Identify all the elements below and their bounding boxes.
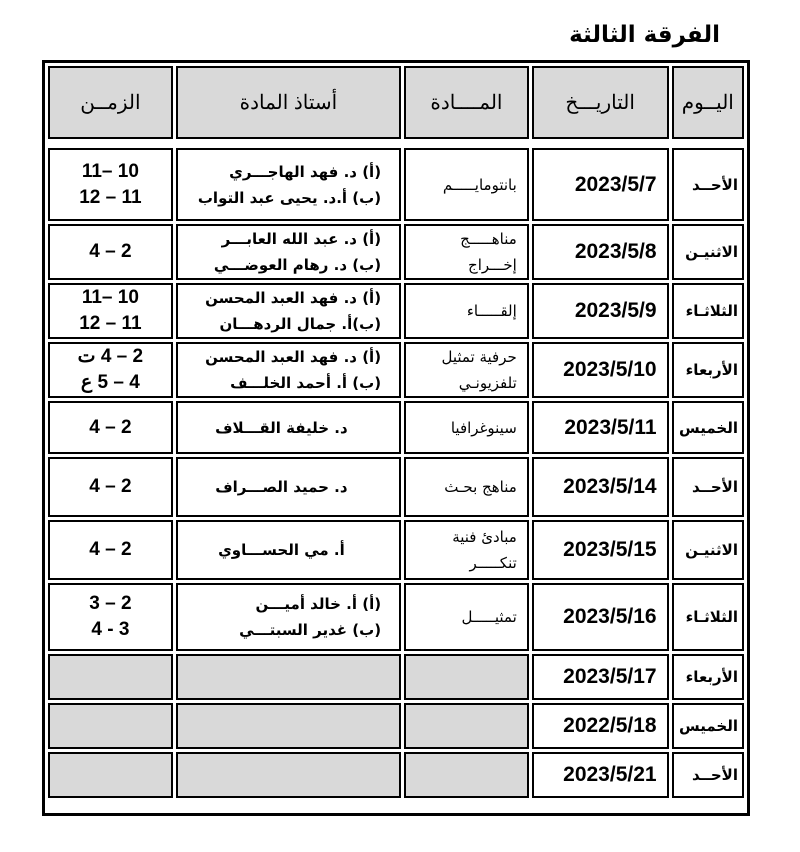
blank-cell	[176, 654, 401, 700]
time-cell	[48, 148, 173, 221]
subject-line: تمثيـــــل	[461, 608, 517, 626]
subject-cell	[404, 401, 529, 454]
day-cell: الأربعاء	[672, 342, 744, 398]
time-cell	[48, 457, 173, 517]
date-cell: 2023/5/21	[532, 752, 669, 798]
time-cell	[48, 224, 173, 280]
teacher-cell	[176, 583, 401, 651]
subject-line: بانتومايـــــم	[442, 175, 517, 194]
time-line: 10 –11	[81, 160, 139, 182]
subject-line: مبادئ فنية	[452, 528, 517, 546]
blank-cell	[176, 752, 401, 798]
teacher-line: أ. مي الحســـاوي	[218, 541, 345, 559]
blank-cell	[176, 703, 401, 749]
day-cell: الأحــد	[672, 752, 744, 798]
date-cell: 2023/5/9	[532, 283, 669, 339]
date-cell: 2023/5/7	[532, 148, 669, 221]
date-cell: 2023/5/8	[532, 224, 669, 280]
teacher-cell	[176, 224, 401, 280]
teacher-cell	[176, 457, 401, 517]
day-cell: الخميس	[672, 703, 744, 749]
teacher-line: (ب) غدير السبتـــي	[239, 621, 382, 639]
teacher-cell	[176, 283, 401, 339]
time-line: 2 – 4	[89, 476, 132, 497]
blank-cell	[404, 654, 529, 700]
schedule-body	[48, 142, 744, 798]
day-cell: الاثنيـن	[672, 224, 744, 280]
header-subject: المــــادة	[404, 66, 529, 139]
table-row	[48, 457, 744, 517]
time-cell	[48, 283, 173, 339]
time-cell	[48, 583, 173, 651]
teacher-line: (ب)أ. جمال الردهـــان	[219, 315, 382, 333]
teacher-line: (أ) د. فهد الهاجـــري	[229, 162, 382, 181]
time-line: 4 – 5 ع	[80, 372, 140, 393]
subject-cell	[404, 520, 529, 580]
teacher-cell	[176, 148, 401, 221]
date-cell: 2023/5/16	[532, 583, 669, 651]
time-line: 2 – 4	[89, 416, 132, 438]
time-line: 3 - 4	[91, 619, 130, 640]
header-gap	[48, 142, 744, 145]
schedule-table	[45, 63, 747, 801]
subject-line: إلقـــــاء	[466, 302, 517, 320]
table-row	[48, 148, 744, 221]
blank-cell	[48, 654, 173, 700]
table-row	[48, 520, 744, 580]
day-cell: الثلاثـاء	[672, 283, 744, 339]
date-cell: 2023/5/17	[532, 654, 669, 700]
teacher-line: د. خليفة القـــلاف	[215, 418, 348, 437]
day-cell: الأحــد	[672, 148, 744, 221]
time-cell	[48, 342, 173, 398]
subject-cell	[404, 283, 529, 339]
teacher-line: (أ) د. فهد العبد المحسن	[205, 348, 382, 366]
time-cell	[48, 520, 173, 580]
header-day: اليــوم	[672, 66, 744, 139]
teacher-line: (ب) أ. أحمد الخلـــف	[230, 374, 382, 392]
date-cell: 2023/5/15	[532, 520, 669, 580]
header-time: الزمــن	[48, 66, 173, 139]
subject-line: تلفزيونـي	[458, 374, 517, 392]
subject-cell	[404, 583, 529, 651]
teacher-cell	[176, 520, 401, 580]
time-cell	[48, 401, 173, 454]
day-cell: الثلاثـاء	[672, 583, 744, 651]
table-row	[48, 224, 744, 280]
day-cell: الاثنيـن	[672, 520, 744, 580]
teacher-cell	[176, 342, 401, 398]
teacher-line: (ب) أ.د. يحيى عبد التواب	[197, 188, 382, 207]
page-title: الفرقة الثالثة	[569, 22, 720, 48]
teacher-line: د. حميد الصـــراف	[215, 478, 348, 496]
time-line: 2 – 4	[89, 539, 132, 560]
time-line: 11 – 12	[79, 313, 142, 334]
table-row-empty	[48, 654, 744, 700]
teacher-line: (أ) أ. خالد أميـــن	[255, 595, 382, 613]
table-row	[48, 401, 744, 454]
teacher-cell	[176, 401, 401, 454]
subject-cell	[404, 224, 529, 280]
date-cell: 2023/5/11	[532, 401, 669, 454]
subject-line: مناهـــــج	[460, 230, 517, 248]
teacher-line: (أ) د. عبد الله العابـــر	[221, 230, 382, 248]
table-row	[48, 342, 744, 398]
table-row	[48, 283, 744, 339]
blank-cell	[404, 752, 529, 798]
subject-cell	[404, 148, 529, 221]
teacher-line: (أ) د. فهد العبد المحسن	[205, 289, 382, 307]
subject-line: مناهج بحـث	[444, 478, 517, 496]
blank-cell	[48, 752, 173, 798]
header-teacher: أستاذ المادة	[176, 66, 401, 139]
day-cell: الخميس	[672, 401, 744, 454]
subject-line: حرفية تمثيل	[441, 348, 517, 366]
date-cell: 2023/5/14	[532, 457, 669, 517]
table-row-empty	[48, 752, 744, 798]
teacher-line: (ب) د. رهام العوضـــي	[213, 256, 382, 274]
date-cell: 2023/5/10	[532, 342, 669, 398]
day-cell: الأحــد	[672, 457, 744, 517]
subject-cell	[404, 457, 529, 517]
blank-cell	[404, 703, 529, 749]
subject-line: تنكـــــر	[469, 554, 517, 572]
table-row-empty	[48, 703, 744, 749]
header-row	[48, 66, 744, 139]
header-date: التاريـــخ	[532, 66, 669, 139]
time-line: 2 – 4	[89, 241, 132, 262]
time-line: 11 – 12	[79, 186, 142, 208]
subject-line: سينوغرافيا	[450, 418, 517, 437]
time-line: 2 – 3	[89, 593, 132, 614]
date-cell: 2022/5/18	[532, 703, 669, 749]
subject-line: إخـــراج	[468, 256, 517, 274]
schedule-table-frame	[42, 60, 750, 816]
day-cell: الأربعاء	[672, 654, 744, 700]
blank-cell	[48, 703, 173, 749]
time-line: 10 –11	[81, 287, 139, 308]
time-line: 2 – 4 ت	[77, 346, 144, 367]
table-row	[48, 583, 744, 651]
subject-cell	[404, 342, 529, 398]
